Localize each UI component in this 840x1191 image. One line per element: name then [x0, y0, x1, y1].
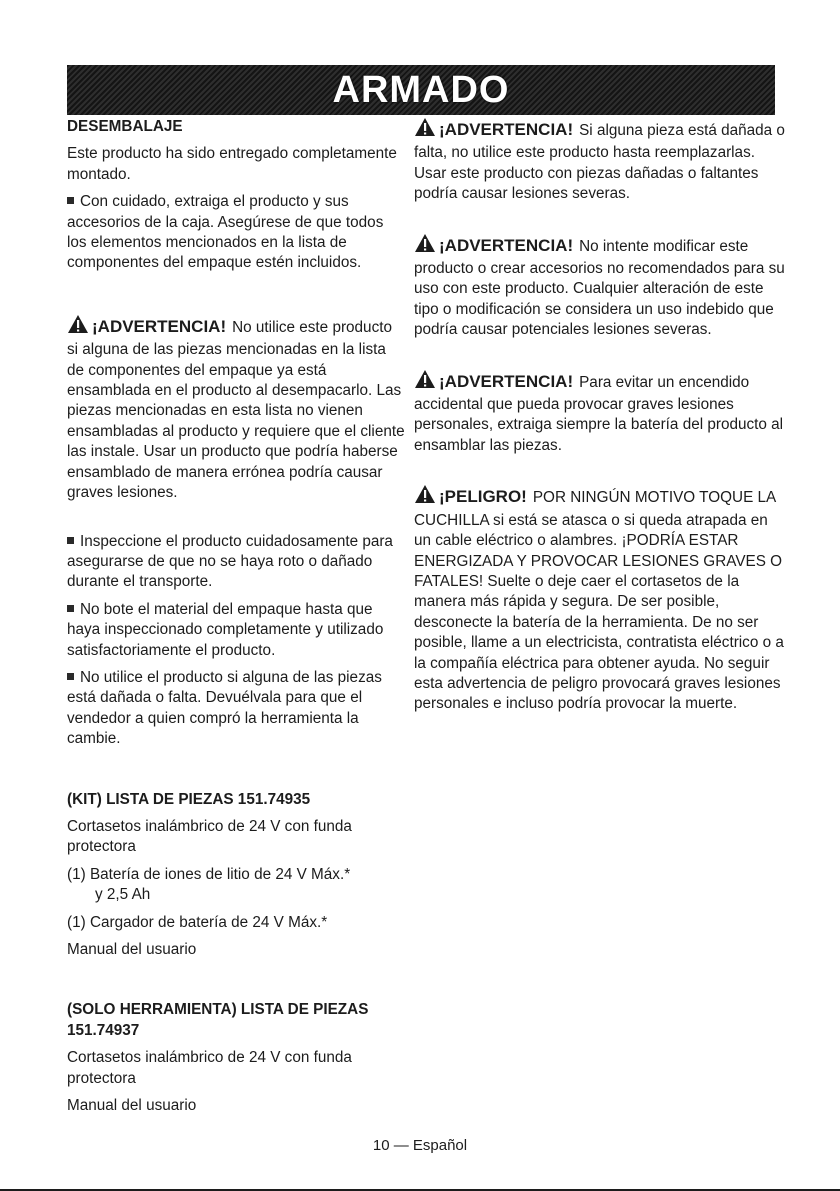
- danger-body: TOQUE LA CUCHILLA si está se atasca o si queda atrapada en un cable eléctrico o alambres. ¡PODRÍA ESTAR ENERGIZADA Y PROVOCAR LESIONES GRAVES O FATALES! Suelte o deje caer el cortasetos de la manera más rápida y segura. De ser posible, desconecte la batería de la herramienta. De no ser posible, llame a un electricista, contratista eléctrico o a la compañía eléctrica para obtener ayuda. No seguir esta advertencia de peligro provocará graves lesiones personales e incluso podría provocar la muerte.: [414, 489, 784, 713]
- warning-title: ¡ADVERTENCIA!: [439, 120, 574, 139]
- warning-title: ¡ADVERTENCIA!: [92, 316, 227, 336]
- warning-lead: Si alguna pieza: [579, 122, 684, 139]
- warning-body: este producto si alguna de las piezas mencionadas en la lista de componentes del empaque ya está ensamblada en el producto al desempacarlo. Las piezas mencionadas en esta lista no vienen ensambladas al producto y requiere que el cliente las instale. Usar un producto que podría haberse ensamblado de manera errónea podría causar graves lesiones.: [67, 318, 405, 502]
- kit-item-continuation: y 2,5 Ah: [95, 886, 151, 904]
- warning-lead: No intente: [579, 237, 649, 255]
- left-column: [67, 117, 407, 1116]
- tool-item: Manual del usuario: [67, 1097, 197, 1115]
- warning-icon: [414, 369, 436, 395]
- unpacking-bullet-1: Con cuidado, extraiga el producto y sus accesorios de la caja. Asegúrese de que todos los elementos mencionados en la lista de componentes del empaque estén incluidos.: [67, 193, 384, 272]
- bullet-icon: [67, 197, 74, 204]
- kit-item: Cortasetos inalámbrico de 24 V con funda protectora: [67, 817, 352, 856]
- bullet-icon: [67, 673, 74, 680]
- danger-blade: [414, 484, 786, 714]
- warning-unassembled: [67, 314, 407, 504]
- inspect-bullet: Inspeccione el producto cuidadosamente para asegurarse de que no se haya roto o dañado durante el transporte.: [67, 532, 393, 591]
- bullet-icon: [67, 605, 74, 612]
- warning-icon: [414, 117, 436, 143]
- warning-body: modificar este producto o crear accesorios no recomendados para su uso con este producto. Cualquier alteración de este tipo o modificación se considera un uso indebido que podría causar potenciales lesiones severas.: [414, 237, 785, 339]
- bullet-icon: [67, 537, 74, 544]
- tool-item: Cortasetos inalámbrico de 24 V con funda protectora: [67, 1049, 352, 1087]
- right-column: [414, 117, 786, 715]
- tool-only-parts-heading: (SOLO HERRAMIENTA) LISTA DE PIEZAS 151.74937: [67, 1001, 369, 1039]
- unpacking-heading: DESEMBALAJE: [67, 118, 183, 135]
- page-footer: 10 — Español: [372, 1137, 468, 1154]
- warning-modification: [414, 233, 786, 341]
- danger-icon: [414, 484, 436, 510]
- section-banner: [67, 65, 775, 115]
- warning-body: está dañada o falta, no utilice este producto hasta reemplazarlas. Usar este producto con piezas dañadas o faltantes podría causar lesiones severas.: [414, 122, 785, 203]
- warning-damaged-parts: [414, 117, 786, 205]
- warning-title: ¡ADVERTENCIA!: [439, 235, 574, 255]
- kit-item: Manual del usuario: [67, 941, 197, 958]
- kit-item: (1) Cargador de batería de 24 V Máx.*: [67, 913, 328, 931]
- damaged-bullet: No utilice el producto si alguna de las piezas está dañada o falta. Devuélvala para que el vendedor a quien compró la herramienta la cambie.: [67, 668, 382, 748]
- kit-item: (1) Batería de iones de litio de 24 V Máx.*: [67, 865, 351, 883]
- section-title: ARMADO: [332, 68, 510, 111]
- unpacking-intro: Este producto ha sido entregado completamente montado.: [67, 145, 397, 183]
- warning-body: encendido accidental que pueda provocar graves lesiones personales, extraiga siempre la batería del producto al ensamblar las piezas.: [414, 373, 784, 454]
- danger-lead: POR NINGÚN MOTIVO: [532, 489, 696, 507]
- warning-icon: [414, 233, 436, 259]
- warning-lead: Para evitar un: [579, 373, 675, 391]
- warning-lead: No utilice: [232, 318, 296, 336]
- warning-battery-removal: [414, 369, 786, 457]
- packaging-bullet: No bote el material del empaque hasta que haya inspeccionado completamente y utilizado satisfactoriamente el producto.: [67, 600, 384, 659]
- kit-parts-heading: (KIT) LISTA DE PIEZAS 151.74935: [67, 790, 311, 808]
- warning-title: ¡ADVERTENCIA!: [439, 371, 574, 391]
- danger-title: ¡PELIGRO!: [439, 487, 527, 507]
- warning-icon: [67, 314, 89, 340]
